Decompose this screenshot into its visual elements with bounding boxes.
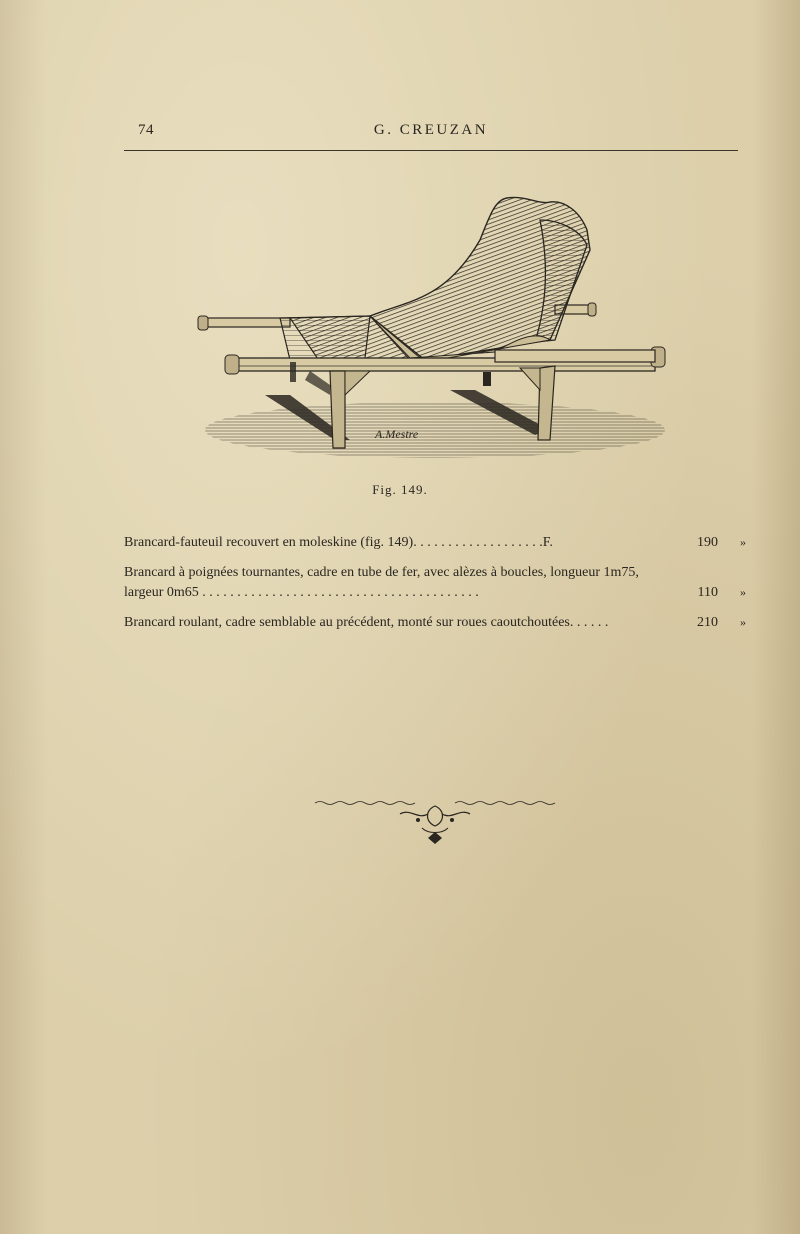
entry-price [678,612,750,633]
list-item [124,533,750,553]
price-value: 210 [697,615,718,630]
stretcher-armchair-engraving [195,190,670,465]
entry-description: Brancard roulant, cadre semblable au précédent, monté sur roues caoutchoutées. . . . . . [124,615,609,630]
entry-description: Brancard à poignées tournantes, cadre en tube de fer, avec alèzes à boucles, longueur 1m75, [124,565,639,580]
running-head: G. CREUZAN [373,122,489,138]
entry-description-continued: largeur 0m65 . . . . . . . . . . . . . . . . . . . . . . . . . . . . . . . . . . . . . . . . [124,585,479,600]
entry-price [678,532,750,553]
page-header [124,120,738,151]
entry-price [678,582,750,603]
floral-ornament-icon [310,798,560,848]
figure-illustration [195,190,670,465]
price-value: 190 [697,535,718,550]
price-list [124,533,750,643]
price-unit: » [740,585,746,599]
entry-description: Brancard-fauteuil recouvert en moleskine (fig. 149). . . . . . . . . . . . . . . . . . .F. [124,535,553,550]
figure-caption: Fig. 149. [372,482,428,497]
tailpiece-ornament [310,798,560,848]
price-value: 110 [697,585,718,600]
page-number: 74 [138,122,154,138]
list-item [124,563,750,603]
engraver-signature: A.Mestre [375,427,419,441]
list-item [124,613,750,633]
price-unit: » [740,535,746,549]
price-unit: » [740,615,746,629]
